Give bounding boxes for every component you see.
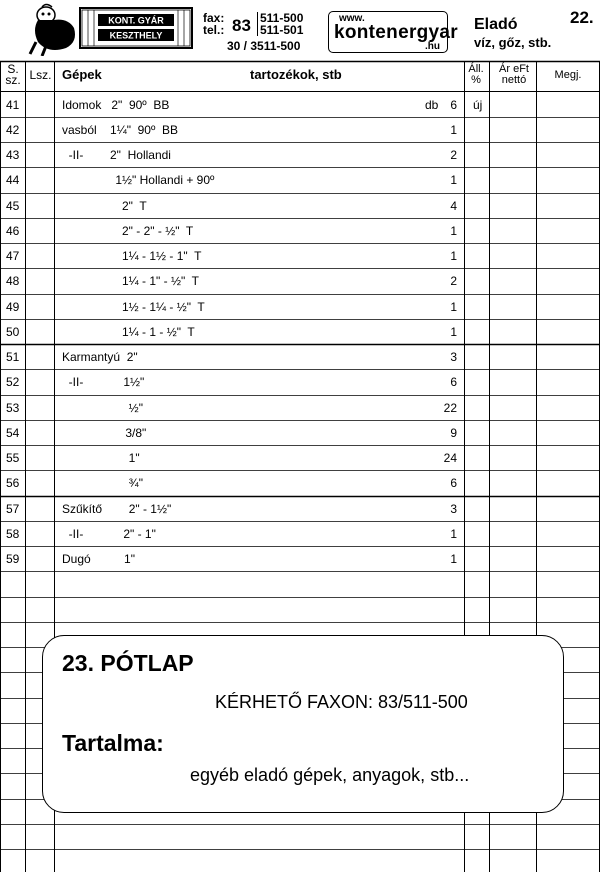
row-quantity: 3 [450,350,457,364]
row-quantity: 24 [443,451,457,465]
row-quantity: 2 [450,274,457,289]
header-note: Megj. [554,69,582,81]
notice-fax-line: KÉRHETŐ FAXON: 83/511-500 [215,692,468,712]
row-number: 51 [6,350,20,364]
row-description: 3/8" [62,425,147,440]
tel-label: tel.: [203,23,225,37]
row-number: 45 [6,198,20,213]
www-prefix: www. [339,13,365,24]
row-number: 55 [6,451,20,465]
page-number: 22. [570,8,594,27]
row-description: -II- 2" - 1" [62,526,156,541]
row-quantity: 22 [443,400,457,415]
row-quantity: 3 [450,501,457,516]
header-price: Ár eFt nettó [499,63,529,86]
row-description: 1½ - 1¼ - ½" T [62,299,205,314]
row-quantity: 1 [450,299,457,314]
row-quantity: 1 [450,122,457,137]
header-condition: Áll. % [468,63,484,86]
row-number: 58 [6,526,20,541]
row-number: 59 [6,552,20,566]
row-unit: db [425,97,439,112]
row-number: 43 [6,148,20,162]
website-domain: kontenergyar [334,22,458,43]
row-quantity: 6 [450,375,457,390]
row-number: 41 [6,97,20,112]
alt-number: 30 / 3511-500 [227,39,301,53]
row-description: 1½" Hollandi + 90º [62,173,215,188]
row-description: -II- 2" Hollandi [62,148,171,162]
area-code: 83 [232,16,251,35]
header-machines: Gépek [62,67,102,82]
notice-contents-label: Tartalma: [62,730,164,756]
row-quantity: 9 [450,425,457,440]
row-quantity: 1 [450,173,457,188]
row-quantity: 6 [450,476,457,491]
row-number: 53 [6,400,20,415]
header-accessories: tartozékok, stb [250,67,342,82]
row-description: Idomok 2" 90º BB [62,97,170,112]
row-quantity: 1 [450,223,457,238]
page-subtitle: víz, gőz, stb. [474,35,552,50]
row-description: ½" [62,400,143,415]
row-number: 49 [6,299,20,314]
row-number: 42 [6,122,20,137]
row-description: 2" T [62,198,147,213]
row-description: ¾" [62,476,143,491]
row-description: 2" - 2" - ½" T [62,223,194,238]
header-num: S. sz. [5,62,21,87]
row-quantity: 1 [450,249,457,263]
row-quantity: 2 [450,148,457,162]
fax-number: 511-500 [260,11,304,25]
row-description: -II- 1½" [62,375,145,390]
row-quantity: 1 [450,552,457,566]
notice-title: 23. PÓTLAP [62,650,194,676]
row-description: 1" [62,451,140,465]
row-quantity: 1 [450,526,457,541]
page-title: Eladó [474,16,518,33]
row-number: 46 [6,223,20,238]
header-lsz: Lsz. [29,68,52,82]
notice-contents: egyéb eladó gépek, anyagok, stb... [190,765,470,785]
row-number: 52 [6,375,20,390]
row-condition: új [473,97,483,112]
row-number: 50 [6,324,20,339]
row-number: 54 [6,425,20,440]
logo-text-2: KESZTHELY [109,30,163,41]
row-description: 1¼ - 1½ - 1" T [62,249,202,263]
logo-text-1: KONT. GYÁR [108,15,164,26]
row-description: Karmantyú 2" [62,350,138,364]
row-description: 1¼ - 1" - ½" T [62,274,200,289]
row-description: vasból 1¼" 90º BB [62,122,179,137]
row-number: 47 [6,249,20,263]
row-quantity: 1 [450,324,457,339]
row-number: 56 [6,476,20,491]
row-number: 44 [6,173,20,188]
supplement-notice [42,635,564,813]
row-quantity: 6 [450,97,457,112]
row-number: 57 [6,501,20,516]
row-quantity: 4 [450,198,457,213]
row-description: Dugó 1" [62,552,135,566]
row-description: Szűkítő 2" - 1½" [62,501,172,516]
tel-number: 511-501 [260,23,304,37]
website-tld: .hu [425,41,440,52]
row-description: 1¼ - 1 - ½" T [62,324,195,339]
row-number: 48 [6,274,20,289]
fax-label: fax: [203,11,225,25]
